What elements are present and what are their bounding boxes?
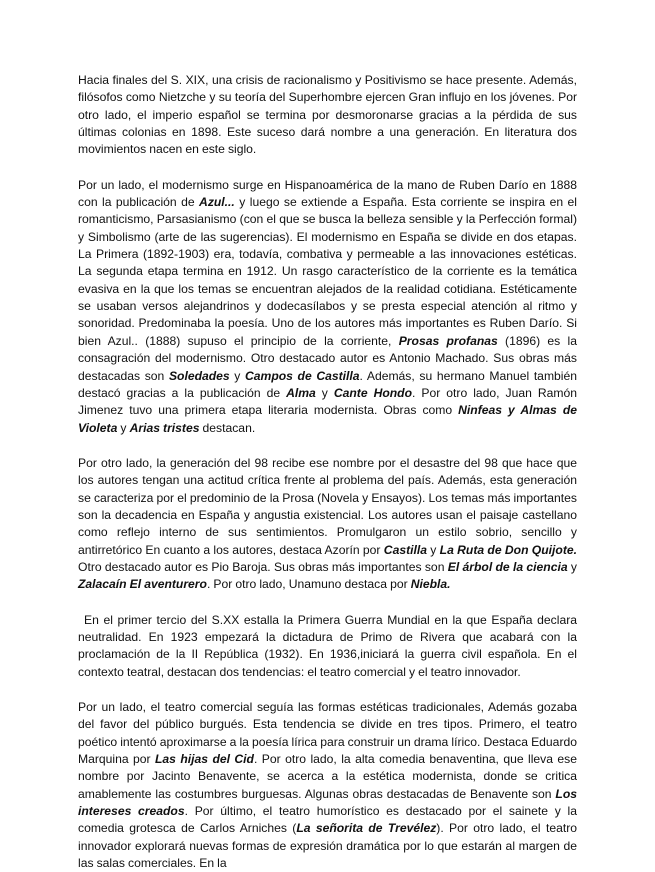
work-title: Prosas profanas xyxy=(398,333,498,348)
text-run: Por un lado, el modernismo surge en Hispanoamérica de la mano de Ruben Darío en 1888 con la publicación de xyxy=(78,177,577,210)
text-run: y xyxy=(229,368,245,383)
work-title: Zalacaín El aventurero xyxy=(78,577,207,592)
paragraph-p2 xyxy=(78,177,577,437)
text-run: destacan. xyxy=(199,420,256,435)
paragraph-p5 xyxy=(78,699,577,872)
paragraph-p1 xyxy=(78,72,577,159)
text-run: y xyxy=(426,542,440,557)
work-title: Ninfeas y Almas de Violeta xyxy=(78,403,577,435)
work-title: Castilla xyxy=(383,542,427,557)
text-run: . Por otro lado, la alta comedia benaventina, que lleva ese nombre por Jacinto Benavente, se acerca a la estética modernista, donde se critica amablemente las costumbres burguesas. Algunas obras destacadas de Benavente son xyxy=(78,752,577,801)
work-title: Arias tristes xyxy=(129,420,200,435)
text-run: . Por último, el teatro humorístico es destacado por el sainete y la comedia grotesca de Carlos Arniches ( xyxy=(78,804,577,836)
paragraph-p4 xyxy=(78,612,577,681)
text-run: Por otro lado, la generación del 98 recibe ese nombre por el desastre del 98 que hace que los autores tengan una actitud crítica frente al problema del país. Además, esta generación se caracteriza por el predominio de la Prosa (Novela y Ensayos). Los temas más importantes son la decadencia en España y angustia existencial. Los autores usan el paisaje castellano como reflejo interno de sus sentimientos. Promulgaron un estilo sobrio, sencillo y antirretórico En cuanto a los autores, destaca Azorín por xyxy=(78,455,577,557)
work-title: Las hijas del Cid xyxy=(155,752,254,767)
work-title: Los intereses creados xyxy=(78,786,577,819)
text-run: ). Por otro lado, el teatro innovador explorará nuevas formas de expresión dramática por lo que estarán al margen de las salas comerciales. En la xyxy=(78,821,578,871)
text-run: y luego se extiende a España. Esta corriente se inspira en el romanticismo, Parsasianismo (con el que se busca la belleza sensible y la Perfección formal) y Simbolismo (arte de las sugerencias). El modernismo en España se divide en dos etapas. La Primera (1892-1903) era, todavía, combativa y permeable a las innovaciones estéticas. La segunda etapa termina en 1912. Un rasgo característico de la corriente es la temática evasiva en la que los temas se encuentran alejados de la realidad cotidiana. Estéticamente se usaban versos alejandrinos y dodecasílabos y se presta especial atención al ritmo y sonoridad. Predominaba la poesía. Uno de los autores más importantes es Ruben Darío. Si bien Azul.. (1888) supuso el principio de la corriente, xyxy=(78,195,577,348)
work-title: Soledades xyxy=(168,368,230,383)
text-run: (1896) es la consagración del modernismo. Otro destacado autor es Antonio Machado. Sus obras más destacadas son xyxy=(78,333,577,383)
text-run: . Por otro lado, Unamuno destaca por xyxy=(206,577,411,592)
work-title: Alma xyxy=(286,385,316,400)
text-run: En el primer tercio del S.XX estalla la Primera Guerra Mundial en la que España declara neutralidad. En 1923 empezará la dictadura de Primo de Rivera que acabará con la proclamación de la II República (1932). En 1936,iniciará la guerra civil española. En el contexto teatral, destacan dos tendencias: el teatro comercial y el teatro innovador. xyxy=(78,612,577,679)
text-run: y xyxy=(117,420,130,435)
work-title: Campos de Castilla xyxy=(245,368,360,383)
work-title: Niebla. xyxy=(410,577,451,592)
work-title: La señorita de Trevélez xyxy=(296,821,437,836)
work-title: La Ruta de Don Quijote. xyxy=(439,542,578,557)
text-run: . Por otro lado, Juan Ramón Jimenez tuvo una primera etapa literaria modernista. Obras como xyxy=(78,385,577,418)
text-run: Otro destacado autor es Pio Baroja. Sus obras más importantes son xyxy=(78,559,448,574)
text-run: . Además, su hermano Manuel también destacó gracias a la publicación de xyxy=(78,368,578,400)
work-title: Cante Hondo xyxy=(333,385,413,400)
text-run: y xyxy=(315,385,334,400)
work-title: El árbol de la ciencia xyxy=(447,559,568,574)
text-run: Por un lado, el teatro comercial seguía las formas estéticas tradicionales, Además gozaba del favor del público burgués. Esta tendencia se divide en tres tipos. Primero, el teatro poético intentó aproximarse a la poesía lírica para construir un drama lírico. Destaca Eduardo Marquina por xyxy=(78,700,577,767)
work-title: Azul... xyxy=(199,195,235,210)
text-run: y xyxy=(567,559,577,574)
text-run: Hacia finales del S. XIX, una crisis de racionalismo y Positivismo se hace presente. Además, filósofos como Nietzche y su teoría del Superhombre ejercen Gran influjo en los jóvenes. Por otro lado, el imperio español se termina por desmoronarse gracias a la pérdida de sus últimas colonias en 1898. Este suceso dará nombre a una generación. En literatura dos movimientos nacen en este siglo. xyxy=(78,73,577,157)
paragraph-p3 xyxy=(78,455,577,594)
